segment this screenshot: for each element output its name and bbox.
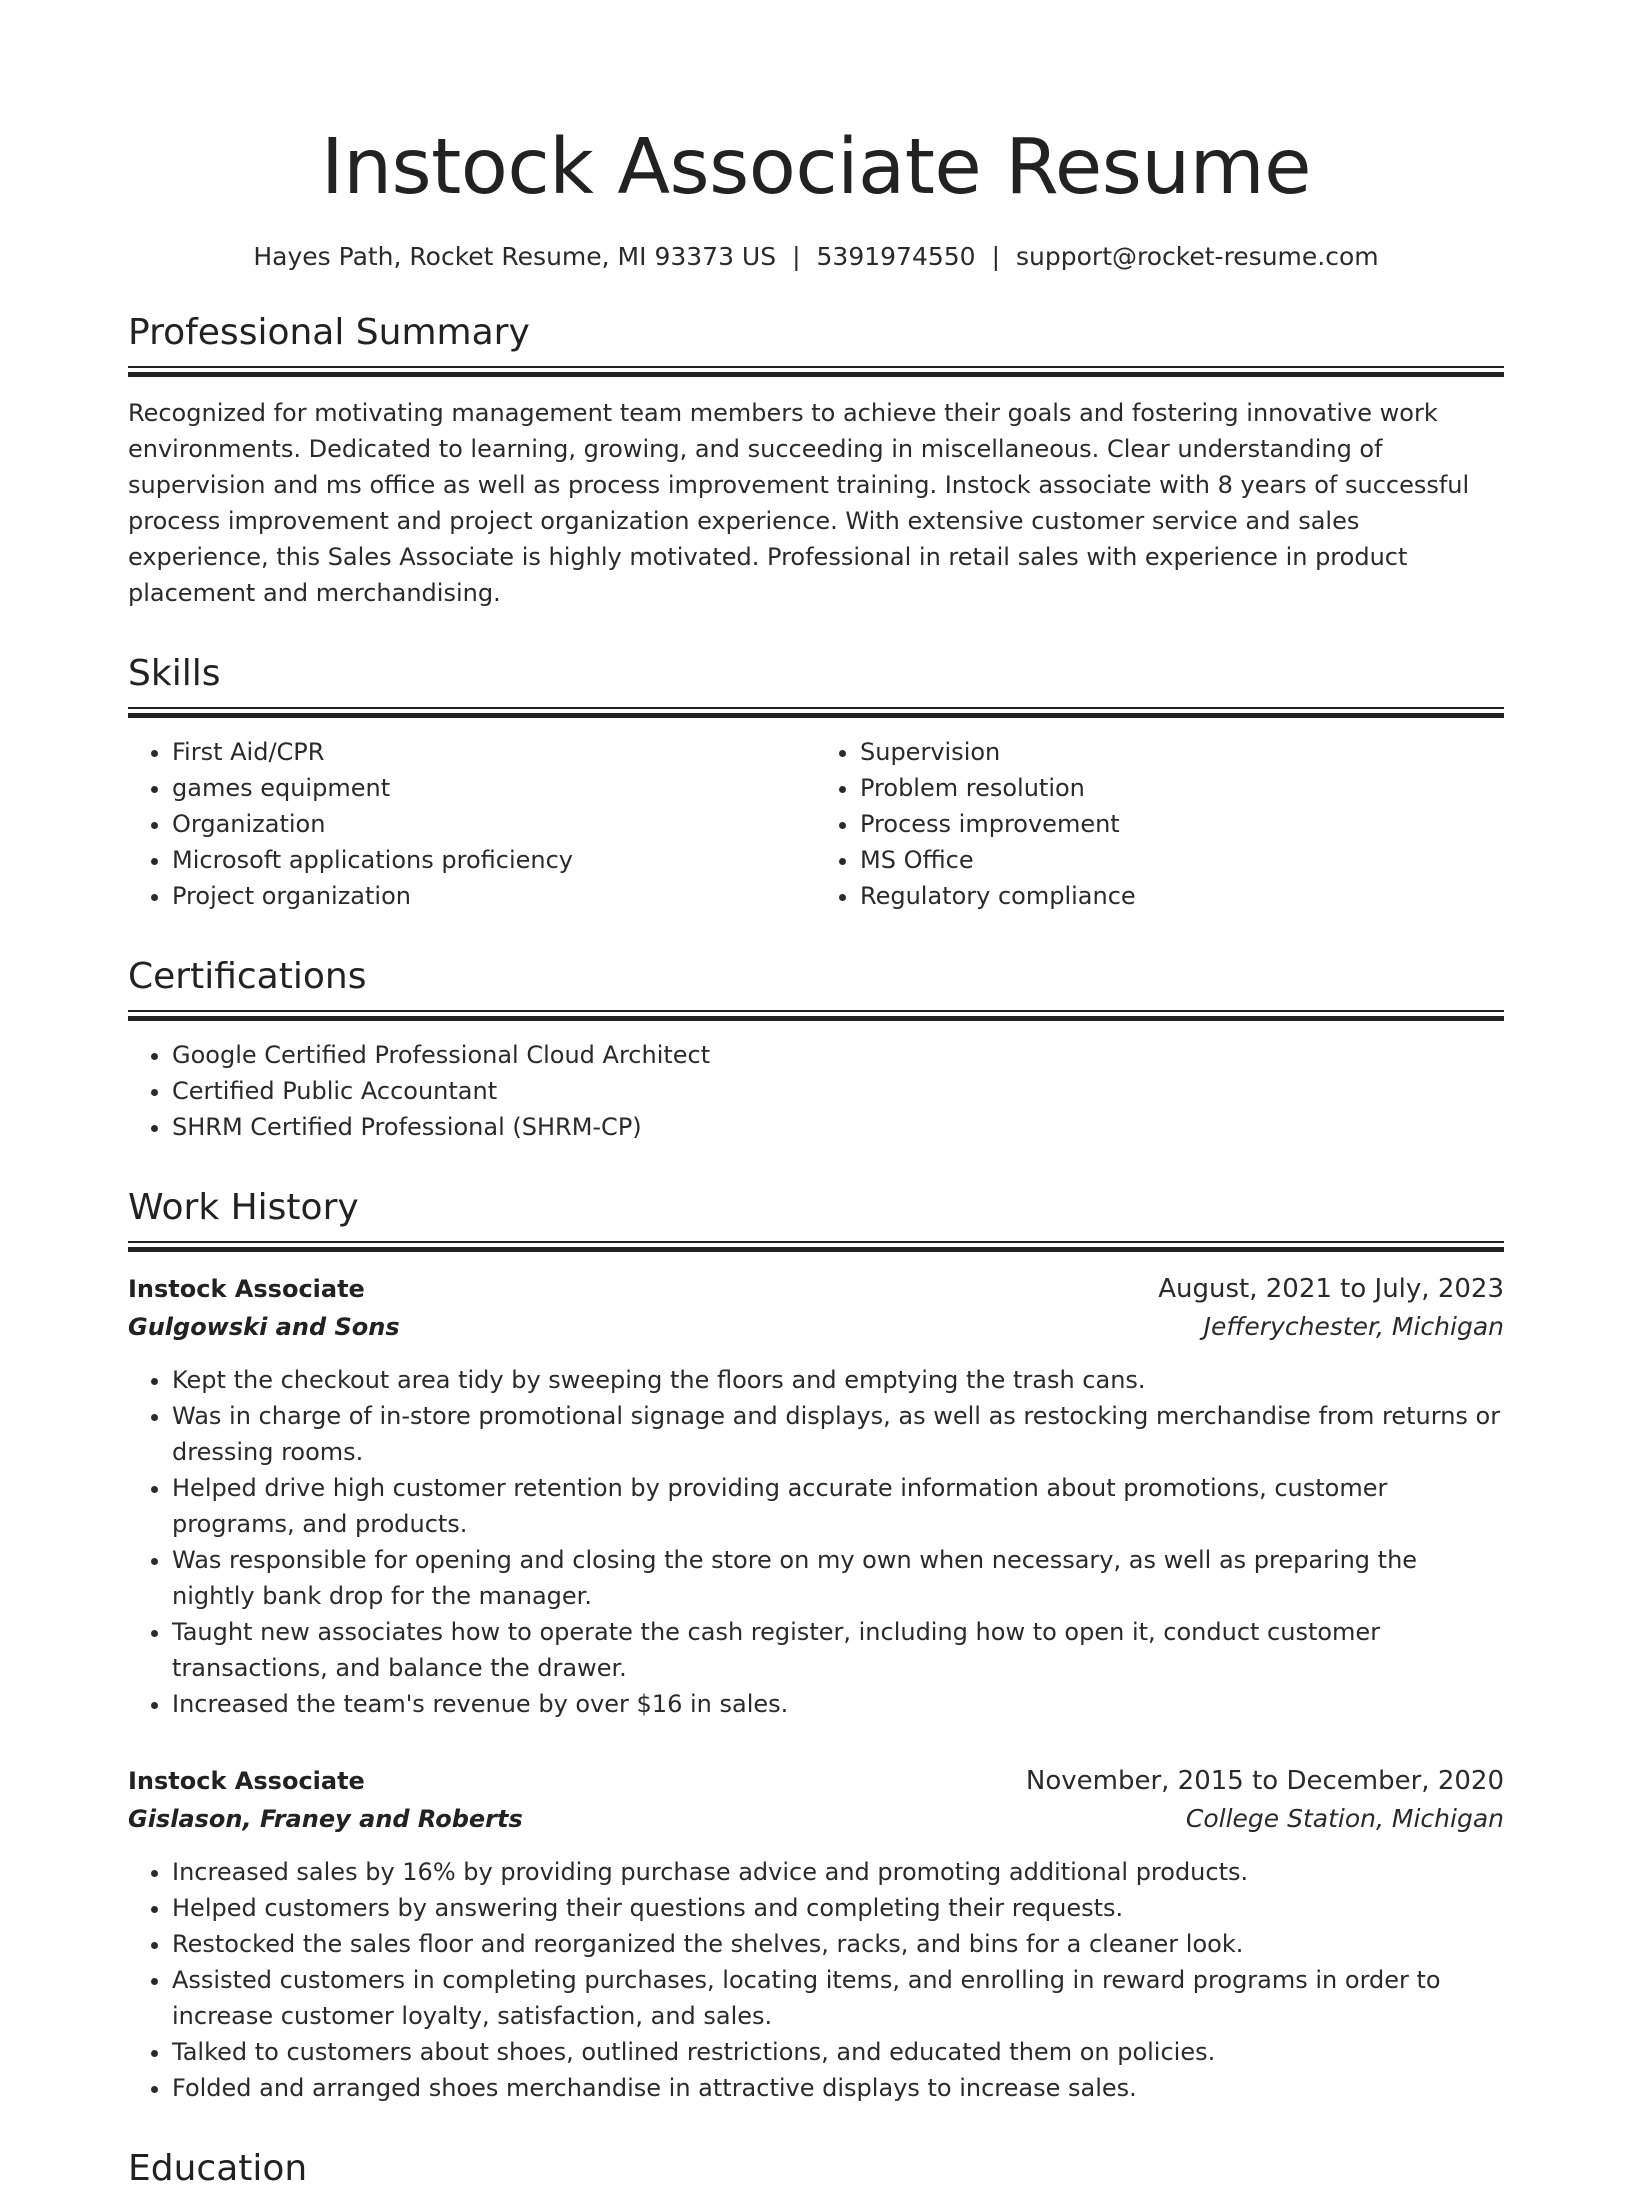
certification-item: • Google Certified Professional Cloud Architect (172, 1037, 1504, 1073)
skills-columns (128, 734, 1504, 914)
job-entry (128, 1270, 1504, 1722)
job-company: Gislason, Franey and Roberts (128, 1805, 523, 1833)
work-history-section (128, 1185, 1504, 2106)
contact-separator: | (792, 242, 801, 271)
job-bullet: • Helped customers by answering their questions and completing their requests. (172, 1890, 1504, 1926)
contact-address: Hayes Path, Rocket Resume, MI 93373 US (253, 242, 777, 271)
job-company-row (128, 1308, 1504, 1346)
section-divider (128, 1010, 1504, 1021)
resume-title: Instock Associate Resume (320, 123, 1311, 212)
section-divider (128, 1241, 1504, 1252)
certification-item: • Certified Public Accountant (172, 1073, 1504, 1109)
job-header-row (128, 1762, 1504, 1800)
skills-section (128, 651, 1504, 914)
job-location: Jefferychester, Michigan (1203, 1312, 1504, 1341)
certifications-list (128, 1037, 1504, 1145)
contact-phone: 5391974550 (816, 242, 976, 271)
contact-line (128, 240, 1504, 274)
summary-heading: Professional Summary (128, 312, 530, 353)
job-bullets (128, 1362, 1504, 1722)
job-company-row (128, 1800, 1504, 1838)
summary-section (128, 310, 1504, 611)
job-bullet: • Assisted customers in completing purchases, locating items, and enrolling in reward programs in order to increase customer loyalty, satisfaction, and sales. (172, 1962, 1504, 2034)
certifications-section (128, 954, 1504, 1145)
job-location: College Station, Michigan (1185, 1804, 1504, 1833)
section-divider (128, 707, 1504, 718)
skill-item: • games equipment (172, 770, 816, 806)
certification-item: • SHRM Certified Professional (SHRM-CP) (172, 1109, 1504, 1145)
job-bullet: • Helped drive high customer retention by providing accurate information about promotions, customer programs, and products. (172, 1470, 1504, 1542)
skill-item: • Supervision (860, 734, 1504, 770)
job-title: Instock Associate (128, 1767, 365, 1795)
skills-list-right (816, 734, 1504, 914)
job-bullet: • Taught new associates how to operate the cash register, including how to open it, conduct customer transactions, and balance the drawer. (172, 1614, 1504, 1686)
education-heading: Education (128, 2148, 308, 2189)
job-bullet: • Kept the checkout area tidy by sweeping the floors and emptying the trash cans. (172, 1362, 1504, 1398)
work-history-heading: Work History (128, 1187, 359, 1228)
job-bullet: • Talked to customers about shoes, outlined restrictions, and educated them on policies. (172, 2034, 1504, 2070)
job-bullet: • Restocked the sales floor and reorganized the shelves, racks, and bins for a cleaner look. (172, 1926, 1504, 1962)
skill-item: • Organization (172, 806, 816, 842)
job-dates: August, 2021 to July, 2023 (1158, 1274, 1504, 1304)
summary-text: Recognized for motivating management team members to achieve their goals and fostering innovative work environments. Dedicated to learning, growing, and succeeding in miscellaneous. Clear understanding of supervision and ms office as well as process improvement training. Instock associate with 8 years of successful process improvement and project organization experience. With extensive customer service and sales experience, this Sales Associate is highly motivated. Professional in retail sales with experience in product placement and merchandising. (128, 399, 1470, 607)
skills-list-left (128, 734, 816, 914)
skill-item: • Regulatory compliance (860, 878, 1504, 914)
job-bullet: • Increased sales by 16% by providing purchase advice and promoting additional products. (172, 1854, 1504, 1890)
job-bullets (128, 1854, 1504, 2106)
job-bullet: • Was responsible for opening and closing the store on my own when necessary, as well as preparing the nightly bank drop for the manager. (172, 1542, 1504, 1614)
skill-item: • Problem resolution (860, 770, 1504, 806)
skills-heading: Skills (128, 653, 221, 694)
job-bullet: • Was in charge of in-store promotional signage and displays, as well as restocking merchandise from returns or dressing rooms. (172, 1398, 1504, 1470)
education-section (128, 2146, 1504, 2192)
skill-item: • Project organization (172, 878, 816, 914)
contact-separator: | (991, 242, 1001, 271)
skill-item: • MS Office (860, 842, 1504, 878)
skill-item: • Process improvement (860, 806, 1504, 842)
job-entry (128, 1762, 1504, 2106)
skill-item: • First Aid/CPR (172, 734, 816, 770)
skill-item: • Microsoft applications proficiency (172, 842, 816, 878)
job-company: Gulgowski and Sons (128, 1313, 400, 1341)
section-divider (128, 366, 1504, 377)
certifications-heading: Certifications (128, 956, 367, 997)
job-bullet: • Increased the team's revenue by over $16 in sales. (172, 1686, 1504, 1722)
job-title: Instock Associate (128, 1275, 365, 1303)
job-bullet: • Folded and arranged shoes merchandise in attractive displays to increase sales. (172, 2070, 1504, 2106)
job-header-row (128, 1270, 1504, 1308)
job-dates: November, 2015 to December, 2020 (1025, 1766, 1504, 1796)
contact-email: support@rocket-resume.com (1016, 242, 1379, 271)
